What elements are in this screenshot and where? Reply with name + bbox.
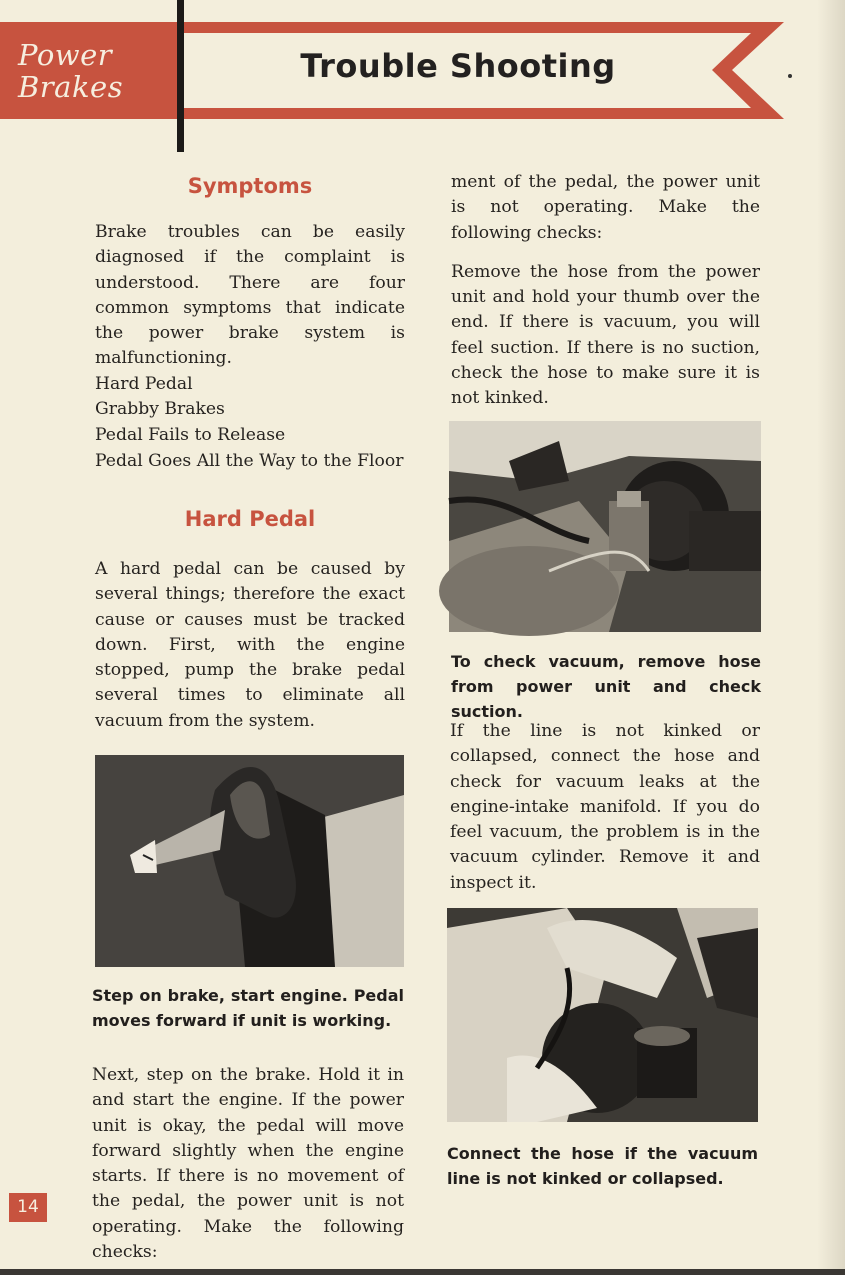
hard-pedal-section <box>95 507 405 734</box>
photo3-caption: Connect the hose if the vacuum line is not kinked or collapsed. <box>447 1144 758 1188</box>
symptom-list <box>95 372 405 474</box>
symptom-item: Pedal Fails to Release <box>95 424 286 445</box>
left-column <box>95 174 405 474</box>
margin-dot <box>788 74 792 78</box>
continued-paragraph: ment of the pedal, the power unit is not operating. Make the following checks: <box>451 172 760 243</box>
left-para-2 <box>92 1063 404 1263</box>
leak-check-box <box>450 719 760 896</box>
brake-pedal-photo <box>95 755 404 967</box>
header-divider <box>177 0 184 152</box>
bottom-edge <box>0 1269 845 1275</box>
engine-start-paragraph: Next, step on the brake. Hold it in and start the engine. If the power unit is okay, the pedal will move forward slightly when the engine starts. If there is no movement of the pedal, the power unit is not operating. Make the following checks: <box>92 1065 404 1263</box>
photo1-caption: Step on brake, start engine. Pedal moves forward if unit is working. <box>92 986 404 1030</box>
vacuum-check-paragraph: Remove the hose from the power unit and hold your thumb over the end. If there is vacuum, you will feel suction. If there is no suction, check the hose to make sure it is not kinked. <box>451 261 760 409</box>
photo2-caption: To check vacuum, remove hose from power unit and check suction. <box>451 652 761 721</box>
photo3-caption-box <box>447 1141 758 1191</box>
vacuum-hose-photo <box>449 421 761 632</box>
symptom-item: Hard Pedal <box>95 373 193 394</box>
photo1-caption-box <box>92 983 404 1033</box>
section-logo <box>0 22 182 119</box>
symptom-item: Pedal Goes All the Way to the Floor <box>95 450 404 471</box>
page-number: 14 <box>9 1193 47 1222</box>
leak-check-paragraph: If the line is not kinked or collapsed, connect the hose and check for vacuum leaks at the engine-intake manifold. If you do feel vacuum, the problem is in the vacuum cylinder. Remove it and inspect it. <box>450 721 760 893</box>
page-edge-shadow <box>817 0 845 1275</box>
page-title: Trouble Shooting <box>300 47 616 85</box>
logo-line-1: Power <box>18 38 113 72</box>
photo2-caption-box <box>451 649 761 724</box>
symptoms-intro: Brake troubles can be easily diagnosed if the complaint is understood. There are four common symptoms that indicate the power brake system is malfunctioning. <box>95 222 405 369</box>
hard-pedal-heading: Hard Pedal <box>184 507 316 531</box>
hard-pedal-paragraph: A hard pedal can be caused by several things; therefore the exact cause or causes must be tracked down. First, with the engine stopped, pump the brake pedal several times to eliminate all vacuum from the system. <box>95 559 405 731</box>
right-column <box>451 170 760 412</box>
logo-line-2: Brakes <box>18 70 124 104</box>
symptoms-heading: Symptoms <box>187 174 313 198</box>
connect-hose-photo <box>447 908 758 1122</box>
symptom-item: Grabby Brakes <box>95 399 225 420</box>
title-banner <box>184 22 784 119</box>
